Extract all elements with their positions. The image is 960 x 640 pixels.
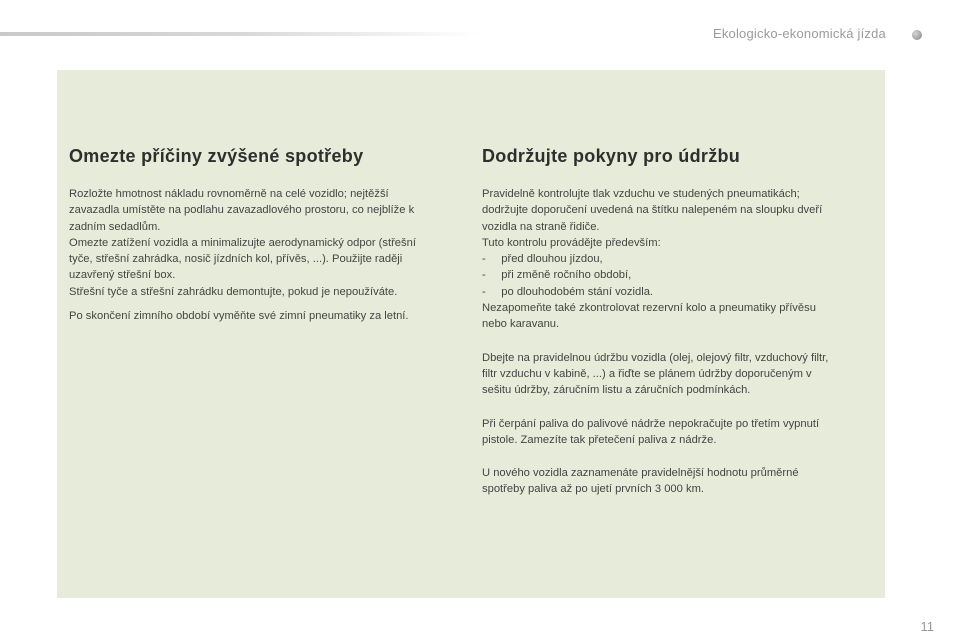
header-rule [0,32,480,36]
list-item: - před dlouhou jízdou, [482,253,603,266]
text-line: vozidla na straně řidiče. [482,220,600,233]
text-line: dodržujte doporučení uvedená na štítku nalepeném na sloupku dveří [482,204,823,217]
right-paragraph-3 [482,416,872,449]
text-line: tyče, střešní zahrádka, nosič jízdních kol, přívěs, ...). Použijte raději [69,253,403,266]
chapter-marker-icon [912,30,922,40]
left-heading: Omezte příčiny zvýšené spotřeby [69,146,364,166]
text-line: nebo karavanu. [482,318,560,331]
text-line: uzavřený střešní box. [69,269,176,282]
text-line: U nového vozidla zaznamenáte pravidelnější hodnotu průměrné [482,467,799,480]
left-column [69,146,454,332]
text-line: spotřeby paliva až po ujetí prvních 3 000 km. [482,483,705,496]
right-paragraph-2 [482,350,872,399]
text-line: Pravidelně kontrolujte tlak vzduchu ve studených pneumatikách; [482,188,800,200]
left-paragraph-2 [69,308,454,324]
text-line: pistole. Zamezíte tak přetečení paliva z nádrže. [482,433,717,446]
text-line: Po skončení zimního období vyměňte své zimní pneumatiky za letní. [69,310,409,323]
text-line: Tuto kontrolu provádějte především: [482,236,661,249]
text-line: zadním sedadlům. [69,220,161,233]
chapter-title: Ekologicko-ekonomická jízda [712,26,886,41]
page-number: 11 [920,619,934,634]
text-line: Omezte zatížení vozidla a minimalizujte aerodynamický odpor (střešní [69,236,416,249]
text-line: sešitu údržby, záručním listu a záručních podmínkách. [482,384,751,397]
right-paragraph-1 [482,186,872,333]
text-line: zavazadla umístěte na podlahu zavazadlového prostoru, co nejblíže k [69,204,415,217]
text-line: Dbejte na pravidelnou údržbu vozidla (olej, olejový filtr, vzduchový filtr, [482,351,829,364]
list-item: - po dlouhodobém stání vozidla. [482,285,654,298]
text-line: Nezapomeňte také zkontrolovat rezervní kolo a pneumatiky přívěsu [482,302,816,315]
text-line: Střešní tyče a střešní zahrádku demontujte, pokud je nepoužíváte. [69,285,398,298]
text-line: Rozložte hmotnost nákladu rovnoměrně na celé vozidlo; nejtěžší [69,188,389,200]
content-panel [57,70,885,598]
text-line: Při čerpání paliva do palivové nádrže nepokračujte po třetím vypnutí [482,417,820,430]
right-column [482,146,872,506]
right-heading: Dodržujte pokyny pro údržbu [482,146,741,166]
right-paragraph-4 [482,465,872,498]
list-item: - při změně ročního období, [482,269,632,282]
text-line: filtr vzduchu v kabině, ...) a řiďte se plánem údržby doporučeným v [482,367,812,380]
left-paragraph-1 [69,186,454,300]
